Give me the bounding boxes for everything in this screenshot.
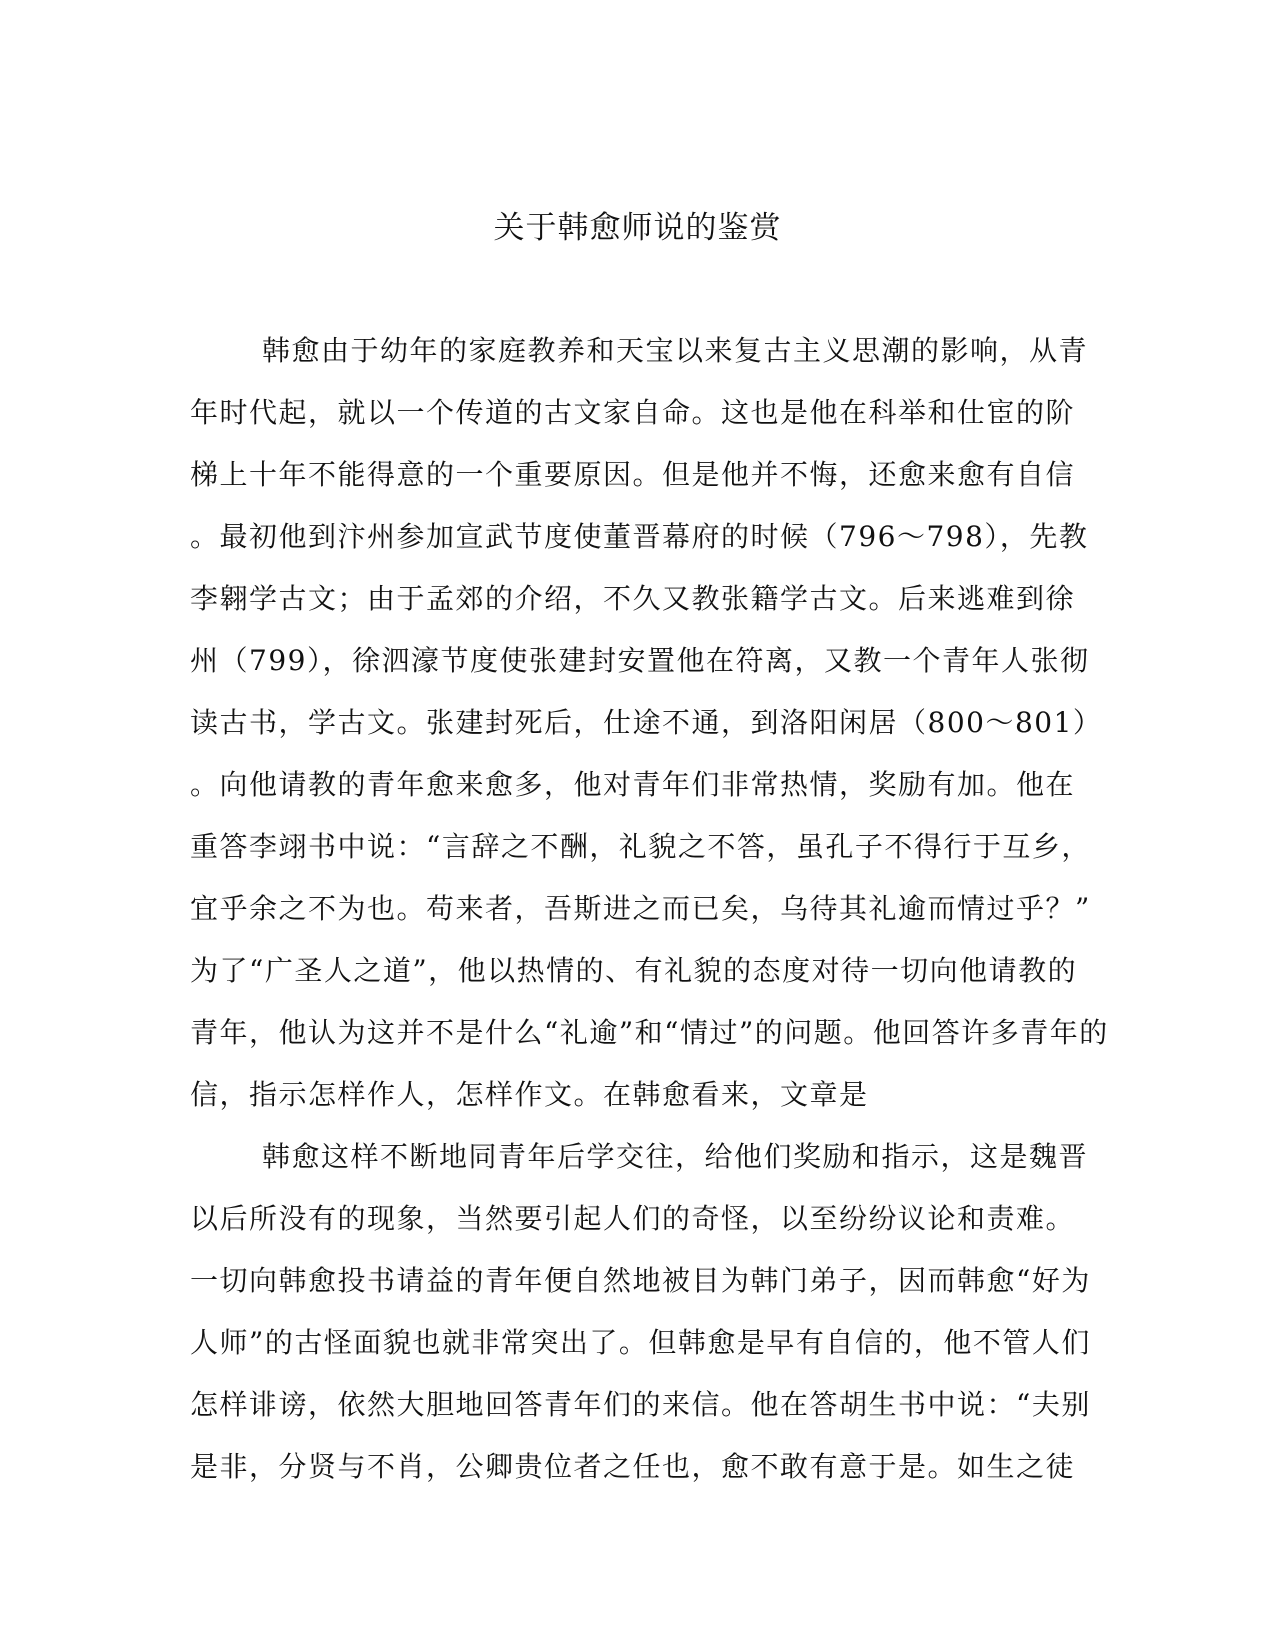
paragraph-2-line: 人师”的古怪面貌也就非常突出了。但韩愈是早有自信的，他不管人们 [190,1326,1091,1359]
paragraph-1-line: 。向他请教的青年愈来愈多，他对青年们非常热情，奖励有加。他在 [190,768,1076,801]
paragraph-1-line: 读古书，学古文。张建封死后，仕途不通，到洛阳闲居（800～801） [190,706,1103,739]
paragraph-1-line: 州（799），徐泗濠节度使张建封安置他在符离，又教一个青年人张彻 [190,644,1090,677]
paragraph-2-line: 怎样诽谤，依然大胆地回答青年们的来信。他在答胡生书中说：“夫别 [190,1388,1091,1421]
paragraph-1-line: 宜乎余之不为也。苟来者，吾斯进之而已矣，乌待其礼逾而情过乎？” [190,892,1091,925]
paragraph-1-line: 梯上十年不能得意的一个重要原因。但是他并不悔，还愈来愈有自信 [190,458,1076,491]
document-body [190,330,1109,1508]
paragraph-1-line: 年时代起，就以一个传道的古文家自命。这也是他在科举和仕宦的阶 [190,396,1076,429]
paragraph-2 [190,1136,1091,1508]
document-title: 关于韩愈师说的鉴赏 [493,210,782,246]
paragraph-1-line: 。最初他到汴州参加宣武节度使董晋幕府的时候（796～798），先教 [190,520,1089,553]
paragraph-1-line: 为了“广圣人之道”，他以热情的、有礼貌的态度对待一切向他请教的 [190,954,1078,987]
paragraph-1 [190,330,1109,1136]
paragraph-1-line: 青年，他认为这并不是什么“礼逾”和“情过”的问题。他回答许多青年的 [190,1016,1109,1049]
paragraph-1-line: 韩愈由于幼年的家庭教养和天宝以来复古主义思潮的影响，从青 [262,334,1089,367]
paragraph-1-line: 信，指示怎样作人，怎样作文。在韩愈看来，文章是 [190,1078,869,1111]
paragraph-2-line: 是非，分贤与不肖，公卿贵位者之任也，愈不敢有意于是。如生之徒 [190,1450,1076,1483]
paragraph-1-line: 重答李翊书中说：“言辞之不酬，礼貌之不答，虽孔子不得行于互乡， [190,830,1091,863]
paragraph-2-line: 韩愈这样不断地同青年后学交往，给他们奖励和指示，这是魏晋 [262,1140,1089,1173]
paragraph-1-line: 李翱学古文；由于孟郊的介绍，不久又教张籍学古文。后来逃难到徐 [190,582,1076,615]
paragraph-2-line: 以后所没有的现象，当然要引起人们的奇怪，以至纷纷议论和责难。 [190,1202,1076,1235]
paragraph-2-line: 一切向韩愈投书请益的青年便自然地被目为韩门弟子，因而韩愈“好为 [190,1264,1091,1297]
